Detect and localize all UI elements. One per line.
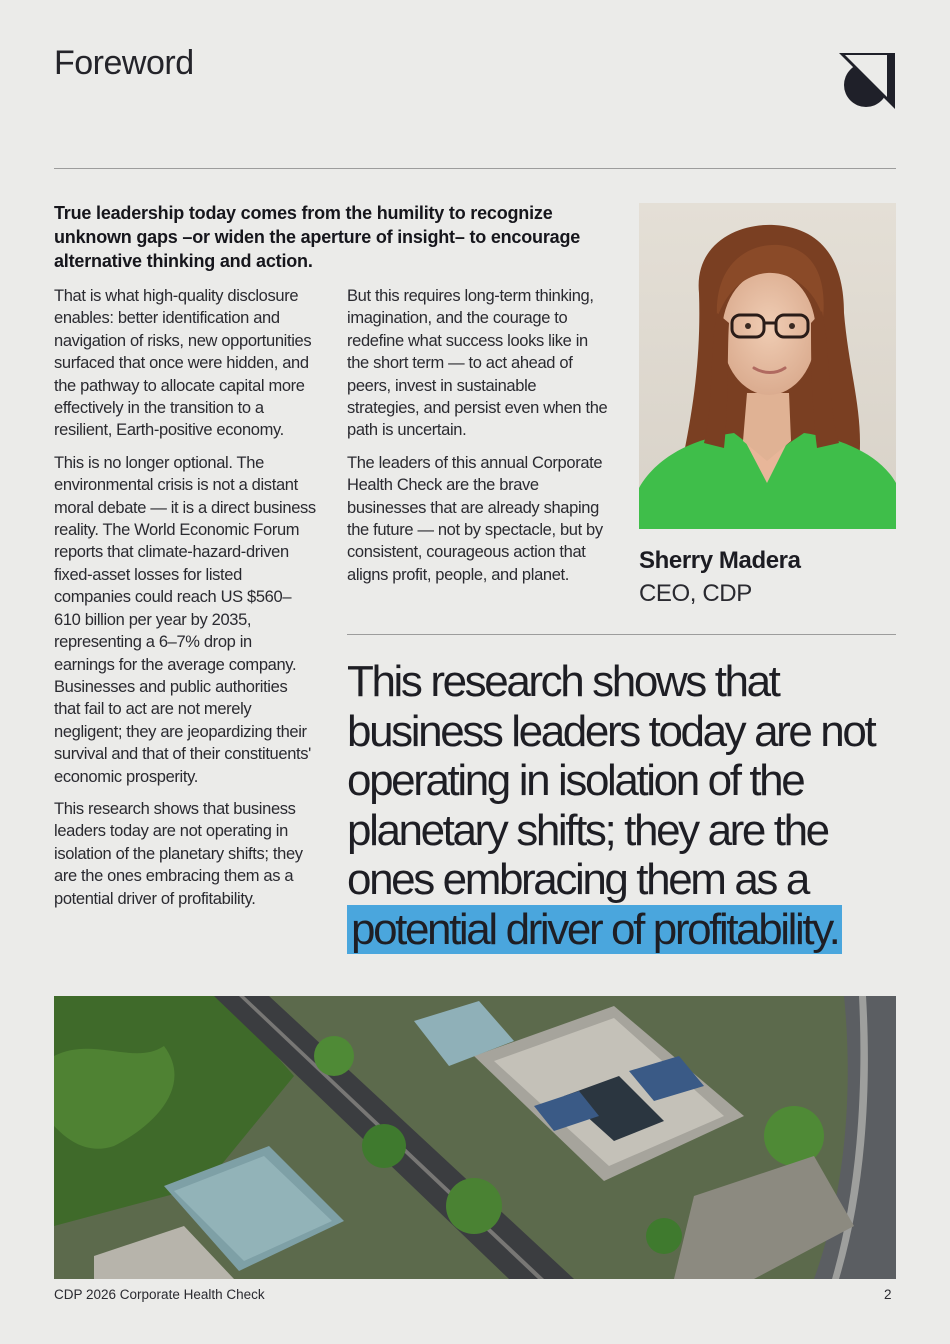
paragraph: This is no longer optional. The environmental crisis is not a distant moral debate — it is a direct business reality. The World Economic Forum reports that climate-hazard-driven fixed-asset losses for listed companies could reach US $560–610 billion per year by 2035, representing a 6–7% drop in earnings for the average company. Businesses and public authorities that fail to act are not merely negligent; they are jeopardizing their survival and that of their constituents' economic prosperity. [54, 453, 316, 786]
quote-divider [347, 634, 896, 635]
cdp-logo-icon [839, 53, 897, 111]
footer-page-number: 2 [884, 1287, 892, 1302]
header-divider [54, 168, 896, 169]
pull-quote [347, 657, 907, 954]
body-column-right [347, 285, 609, 596]
pull-quote-highlight: potential driver of profitability. [347, 905, 842, 954]
body-column-left [54, 285, 316, 920]
footer-publication: CDP 2026 Corporate Health Check [54, 1287, 265, 1302]
ceo-portrait-photo [639, 203, 896, 529]
ceo-role: CEO, CDP [639, 580, 752, 607]
paragraph: This research shows that business leaders today are not operating in isolation of the planetary shifts; they are the ones embracing them as a potential driver of profitability. [54, 799, 303, 908]
lead-statement: True leadership today comes from the humility to recognize unknown gaps –or widen the aperture of insight– to encourage alternative thinking and action. [54, 203, 581, 271]
pull-quote-text: This research shows that business leaders today are not operating in isolation of the planetary shifts; they are the ones embracing them as a [347, 657, 875, 904]
paragraph: The leaders of this annual Corporate Health Check are the brave businesses that are already shaping the future — not by spectacle, but by consistent, courageous action that aligns profit, people, and planet. [347, 453, 603, 584]
page-title: Foreword [54, 44, 194, 82]
paragraph: That is what high-quality disclosure enables: better identification and navigation of risks, new opportunities surfaced that once were hidden, and the pathway to allocate capital more effectively in the transition to a resilient, Earth-positive economy. [54, 287, 312, 440]
paragraph: But this requires long-term thinking, imagination, and the courage to redefine what success looks like in the short term — to act ahead of peers, invest in sustainable strategies, and persist even when the path is uncertain. [347, 287, 608, 440]
ceo-name: Sherry Madera [639, 547, 801, 574]
aerial-city-photo [54, 996, 896, 1279]
